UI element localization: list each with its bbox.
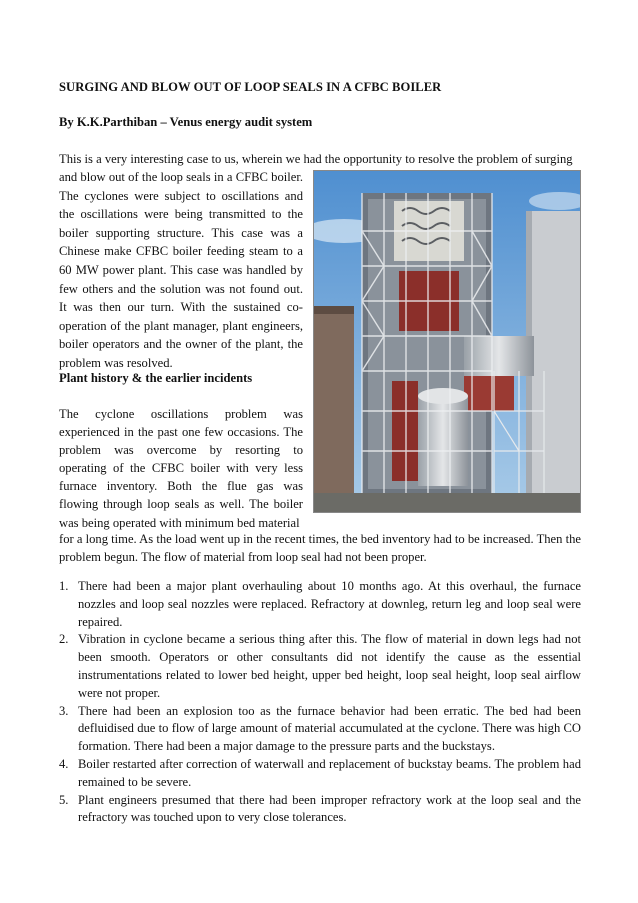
history-continued: for a long time. As the load went up in the recent times, the bed inventory had to be increased. Then the problem begun. The flow of material from loop seal had not been proper. — [59, 532, 581, 564]
list-text: Plant engineers presumed that there had been improper refractory work at the loop seal and the refractory was touched upon to very close tolerances. — [78, 792, 581, 825]
list-item — [59, 631, 581, 702]
list-number: 1. — [59, 579, 69, 593]
list-number: 2. — [59, 632, 69, 647]
intro-paragraph: and blow out of the loop seals in a CFBC boiler. The cyclones were subject to oscillations and the oscillations were being transmitted to the boiler supporting structure. This case was a Chinese make CFBC boiler feeding steam to a 60 MW power plant. This case was handled by few others and the solution was not found out. It was then our turn. With the sustained co-operation of the plant manager, plant engineers, boiler operators and the owner of the plant, the problem was resolved. — [59, 170, 303, 370]
list-number: 4. — [59, 756, 69, 771]
list-number: 3. — [59, 703, 69, 718]
list-text: There had been a major plant overhauling about 10 months ago. At this overhaul, the furnace nozzles and loop seal nozzles were replaced. Refractory at downleg, return leg and loop seal were repaired. — [78, 579, 581, 629]
section-heading: Plant history & the earlier incidents — [59, 371, 253, 385]
list-text: Boiler restarted after correction of waterwall and replacement of buckstay beams. The problem had remained to be severe. — [78, 756, 581, 789]
list-text: Vibration in cyclone became a serious thing after this. The flow of material in down legs had not been smooth. Operators or other consultants did not identify the cause as the essential instrumentations related to lower bed height, upper bed height, loop seal height, loop seal airflow were not proper. — [78, 632, 581, 700]
boiler-photo — [313, 170, 581, 513]
author-byline: By K.K.Parthiban – Venus energy audit system — [59, 115, 313, 129]
list-item — [59, 756, 581, 792]
list-text: There had been an explosion too as the furnace behavior had been erratic. The bed had been defluidised due to flow of large amount of material accumulated at the cyclone. There was high CO formation. There had been a major damage to the pressure parts and the buckstays. — [78, 703, 581, 754]
intro-first-line: This is a very interesting case to us, wherein we had the opportunity to resolve the problem of surging — [59, 152, 573, 166]
incident-list — [59, 578, 581, 827]
list-item — [59, 792, 581, 828]
list-number: 5. — [59, 792, 69, 807]
boiler-structure-illustration — [314, 171, 580, 512]
list-item — [59, 703, 581, 756]
document-title: SURGING AND BLOW OUT OF LOOP SEALS IN A CFBC BOILER — [59, 80, 442, 94]
history-paragraph: The cyclone oscillations problem was experienced in the past one few occasions. The problem was overcome by resorting to operating of the CFBC boiler with very less furnace inventory. Both the flue gas was flowing through loop seals as well. The boiler was being operated with minimum bed material — [59, 407, 303, 530]
list-item — [59, 578, 581, 631]
